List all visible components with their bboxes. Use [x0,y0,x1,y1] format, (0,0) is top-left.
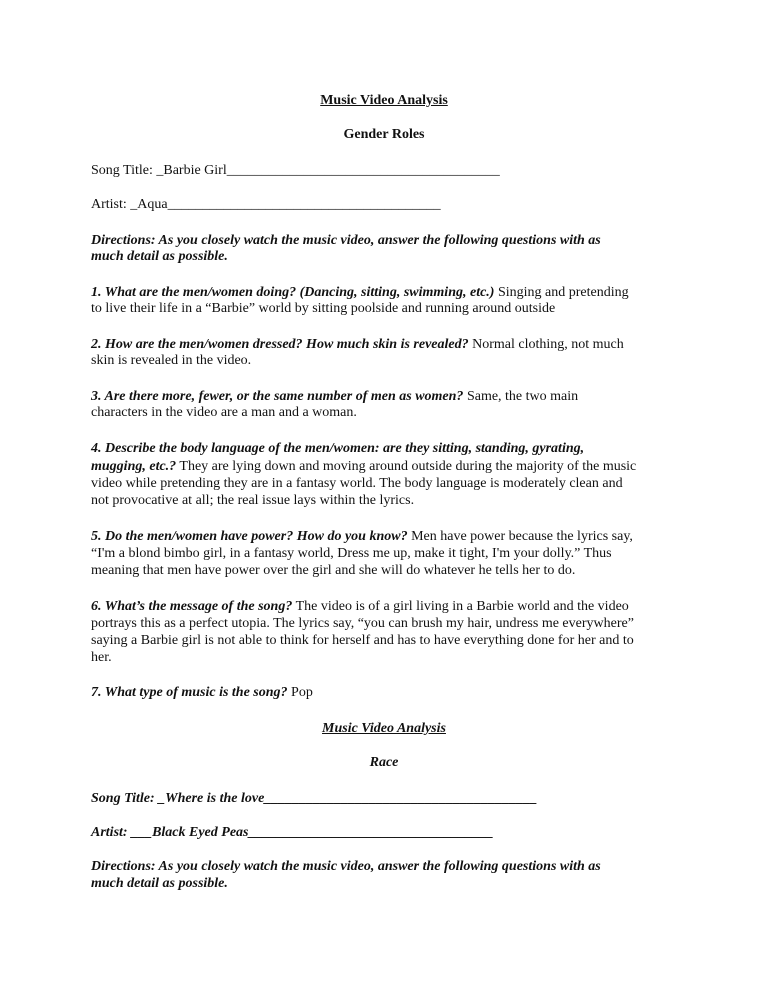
answer-4-line3: not provocative at all; the real issue lays within the lyrics. [91,493,415,508]
question-7-text: 7. What type of music is the song? [91,685,288,700]
section1-subtitle: Gender Roles [343,127,425,142]
question-6-text: 6. What’s the message of the song? [91,599,293,614]
answer-3-line2: characters in the video are a man and a woman. [91,405,357,420]
section1-directions-line2: much detail as possible. [91,249,228,264]
answer-5-first: Men have power because the lyrics say, [407,529,633,544]
answer-6-line2: portrays this as a perfect utopia. The lyrics say, “you can brush my hair, undress me everywhere” [91,616,634,631]
section2-artist: Artist: ___Black Eyed Peas___________________________________ [91,825,494,840]
question-5 [91,528,633,546]
answer-1-line2: to live their life in a “Barbie” world by sitting poolside and running around outside [91,301,556,316]
answer-1-first: Singing and pretending [494,285,629,300]
section1-artist: Artist: _Aqua_______________________________________ [91,197,441,212]
answer-2-line2: skin is revealed in the video. [91,353,252,368]
section2-directions-line2: much detail as possible. [91,876,228,891]
question-2-text: 2. How are the men/women dressed? How much skin is revealed? [91,337,469,352]
question-5-text: 5. Do the men/women have power? How do you know? [91,529,408,544]
question-3-text: 3. Are there more, fewer, or the same number of men as women? [91,389,464,404]
section2-subtitle: Race [369,755,399,770]
question-7 [91,684,313,702]
answer-6-line4: her. [91,650,112,665]
answer-2-first: Normal clothing, not much [468,337,624,352]
question-4-line1: 4. Describe the body language of the men/women: are they sitting, standing, gyrating, [91,441,585,456]
section1-directions-line1: Directions: As you closely watch the music video, answer the following questions with as [91,233,601,248]
section2-song-title: Song Title: _Where is the love_______________________________________ [91,791,538,806]
answer-3-first: Same, the two main [463,389,579,404]
question-1-text: 1. What are the men/women doing? (Dancing, sitting, swimming, etc.) [91,285,495,300]
answer-6-first: The video is of a girl living in a Barbie world and the video [292,599,629,614]
answer-5-line2: “I'm a blond bimbo girl, in a fantasy world, Dress me up, make it tight, I'm your dolly.” Thus [91,546,612,561]
answer-4-line2: video while pretending they are in a fantasy world. The body language is moderately clean and [91,476,623,491]
answer-6-line3: saying a Barbie girl is not able to think for herself and has to have everything done for her and to [91,633,634,648]
question-4-line2 [91,458,636,476]
section1-title: Music Video Analysis [320,93,448,108]
section2-directions-line1: Directions: As you closely watch the music video, answer the following questions with as [91,859,601,874]
question-6 [91,598,629,616]
section1-song-title: Song Title: _Barbie Girl_______________________________________ [91,163,500,178]
answer-5-line3: meaning that men have power over the girl and she will do whatever he tells her to do. [91,563,576,578]
answer-4-first: They are lying down and moving around outside during the majority of the music [176,459,637,474]
answer-7-first: Pop [287,685,313,700]
section2-title: Music Video Analysis [322,721,446,736]
question-4-text: mugging, etc.? [91,459,177,474]
